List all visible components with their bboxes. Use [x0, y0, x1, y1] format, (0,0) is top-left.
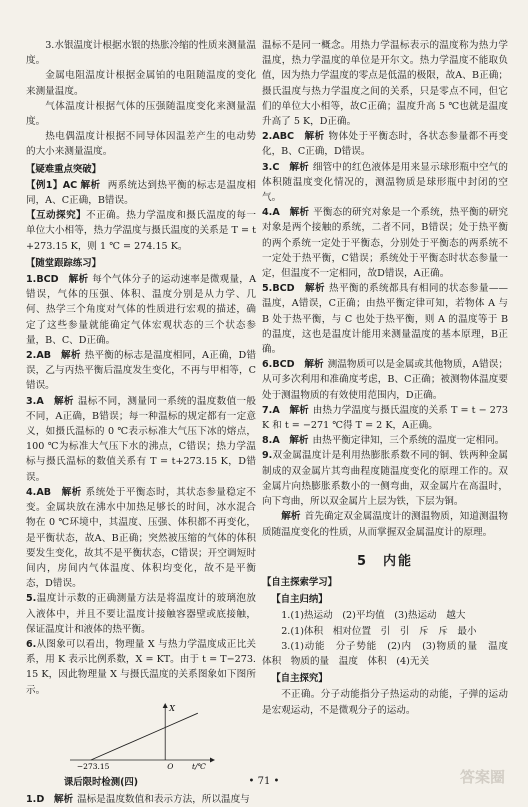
analysis-keyword: 解析: [289, 404, 309, 416]
paragraph-thermometer-gas: 气体温度计根据气体的压强随温度变化来测量温度。: [26, 100, 256, 128]
item-number: 6.: [26, 638, 37, 650]
answer-item: [262, 129, 508, 159]
answer-item: [26, 272, 256, 348]
analysis-keyword: 解析: [54, 395, 74, 407]
item-text: 平衡态的研究对象是一个系统，热平衡的研究对象是两个接触的系统，二者不同，B错误；处于热平衡的两个系统一定处于平衡态，分别处于平衡态的两系统不一定处于热平衡，C错误；系统处于平衡态时状态参量一定，但温度不一定相同，故D错误，A正确。: [262, 207, 508, 280]
item-number: 8.A: [262, 435, 280, 447]
fill-answer: 2.(1)体积 相对位置 引 引 斥 斥 最小: [281, 625, 477, 637]
item-text: 温标是温度数值和表示方法，所以温度与: [77, 794, 250, 806]
tanjiu-answer: 不正确。分子动能指分子热运动的动能，子弹的运动是宏观运动，不是微观分子的运动。: [262, 689, 508, 716]
section-heading-guina: 【自主归纳】: [271, 594, 328, 606]
answer-item: [262, 281, 508, 357]
hudong-answer: [26, 208, 256, 254]
x-axis-label: t/℃: [192, 761, 206, 770]
left-column: [26, 38, 256, 807]
tick-label-neg273: −273.15: [76, 761, 110, 770]
item-number: 9.: [262, 450, 273, 462]
section-heading-kehou: 课后限时检测(四): [63, 776, 139, 788]
analysis-keyword: 解析: [53, 794, 74, 806]
item-number: 1.BCD: [26, 274, 59, 286]
item-text: 系统处于平衡态时，其状态参量稳定不变。金属块放在沸水中加热足够长的时间，冰水混合物在 0 ℃环境中，其温度、压强、体积都不再变化，是平衡状态，故A、B正确；突然被压缩的气体的体积要发生变化，故其不是平衡状态，C错误；开空调短时间内，房间内气体温度、体积均变化，故不是平衡态，D错误。: [26, 486, 256, 590]
watermark-logo-text: 答案圈: [460, 768, 506, 786]
answer-list-suitang: [26, 272, 256, 698]
item-number: 2.AB: [26, 350, 52, 362]
section-heading-tanjiu: 【自主探究】: [271, 673, 328, 685]
section-heading-suitang: 【随堂跟踪练习】: [26, 257, 102, 269]
fill-answer: 3.(1)动能 分子势能 (2)内 (3)物质的量 温度 体积 物质的量 温度 体积 (4)无关: [262, 640, 518, 667]
item-number: 3.C: [262, 161, 280, 173]
answer-item: [26, 591, 256, 637]
item-text: 由热平衡定律知，三个系统的温度一定相同。: [312, 435, 505, 447]
item-text: 物体处于平衡态时，各状态参量都不再变化，B、C正确，D错误。: [262, 131, 509, 158]
item-text: 由热力学温度与摄氏温度的关系 T = t − 273 K 和 t = −271 ℃得 T = 2 K，A正确。: [262, 404, 509, 432]
answer-item: [262, 160, 508, 206]
analysis-keyword: 解析: [61, 486, 82, 498]
chart-svg: [66, 702, 216, 770]
analysis-keyword: 解析: [304, 359, 324, 371]
item-number: 6.BCD: [262, 359, 295, 371]
item-text: 测温物质可以是金属或其他物质，A错误；从可多次利用和准确度考虑，B、C正确；被测物体温度要处于测温物质的有效使用范围内，D正确。: [262, 359, 509, 401]
answer-item: [262, 205, 508, 281]
answer-item: [262, 403, 508, 433]
item-number: 4.AB: [26, 486, 52, 498]
section-title-neineng: 5 内能: [356, 553, 414, 569]
answer-item: [26, 485, 256, 591]
section-heading-zizhu: 【自主探索学习】: [262, 576, 338, 588]
analysis-keyword: 解析: [289, 161, 309, 173]
example-1-label: 【例1】AC: [26, 179, 78, 191]
paragraph-thermometer-mercury: 3.水银温度计根据水银的热胀冷缩的性质来测量温度。: [26, 40, 256, 67]
paragraph-thermometer-resistance: 金属电阻温度计根据金属铂的电阻随温度的变化来测量温度。: [26, 70, 256, 97]
analysis-keyword: 解析: [281, 511, 301, 523]
analysis-keyword: 解析: [289, 207, 310, 219]
answer-item: [26, 394, 256, 485]
analysis-keyword: 解析: [289, 435, 309, 447]
item-text: 热平衡的标志是温度相同，A正确，D错误，乙与丙热平衡后温度发生变化，不再与甲相等，C错误。: [26, 350, 257, 392]
page-number: • 71 •: [248, 776, 280, 787]
answer-item: [26, 637, 256, 698]
y-axis-label: X: [169, 703, 175, 713]
example-1-text: 两系统达到热平衡的标志是温度相同，A、C正确，B错误。: [26, 179, 256, 207]
item-number: 3.A: [26, 395, 44, 407]
item-text: 每个气体分子的运动速率是微观量，A错误，气体的压强、体积、温度分别是从力学、几何、热学三个角度对气体的性质进行宏观的描述，确定了这些参量就能确定气体宏观状态的三个状态参量，B、C、D正确。: [26, 274, 257, 346]
answer-item: [262, 448, 508, 509]
origin-label: O: [167, 761, 174, 770]
right-column: [262, 38, 518, 718]
x-vs-t-chart: [66, 702, 216, 775]
answer-item: [262, 509, 508, 539]
item-number: 7.A: [262, 404, 280, 416]
y-axis-arrow: [163, 703, 168, 708]
analysis-keyword: 解析: [68, 274, 89, 286]
item-number: 5.: [26, 593, 37, 605]
answer-item: [262, 433, 508, 448]
answer-item: [262, 357, 508, 403]
watermark-logo: [458, 756, 522, 796]
item-number: 2.ABC: [262, 131, 295, 143]
data-line: [91, 713, 198, 760]
analysis-keyword: 解析: [80, 179, 101, 191]
analysis-keyword: 解析: [61, 350, 81, 362]
item-text: 从图象可以看出，物理量 X 与热力学温度成正比关系，用 K 表示比例系数，X = KT。由于 t = T−273.15 K，因此物理量 X 与摄氏温度的关系图象如下图所示。: [26, 638, 256, 696]
analysis-keyword: 解析: [304, 131, 325, 143]
item-text: 温度计示数的正确测量方法是将温度计的玻璃泡放入液体中，并且不要让温度计接触容器壁或底接触，保证温度计和液体的热平衡。: [26, 593, 256, 635]
x-axis-arrow: [210, 757, 215, 762]
answer-item: [26, 348, 256, 394]
hudong-label: 【互动探究】: [26, 210, 87, 222]
paragraph-thermometer-thermocouple: 热电偶温度计根据不同导体因温差产生的电动势的大小来测量温度。: [26, 131, 256, 158]
item-number: 5.BCD: [262, 283, 295, 295]
item-number: 4.A: [262, 207, 280, 219]
example-1-answer: [26, 178, 256, 208]
item-text: 细管中的红色液体是用来显示球形瓶中空气的体积随温度变化情况的，测温物质是球形瓶中封闭的空气。: [262, 161, 509, 204]
item-text: 首先确定双金属温度计的测温物质，知道测温物质随温度变化的性质，从而掌握双金属温度计的原理。: [262, 511, 509, 538]
analysis-keyword: 解析: [305, 283, 326, 295]
item-number: 1.D: [26, 794, 45, 806]
continued-paragraph: 温标不是同一概念。用热力学温标表示的温度称为热力学温度，热力学温度的单位是开尔文。热力学温度不能取负值，因为热力学温度的零点是低温的极限，故A、B正确；摄氏温度与热力学温度之间的关系，只是零点不同，但它们的单位大小相等，故C正确；温度升高 5 ℃也就是温度升高了 5 K，D正确。: [262, 40, 508, 128]
item-text: 热平衡的系统都具有相同的状态参量——温度，A错误，C正确；由热平衡定律可知，若物体 A 与 B 处于热平衡，与 C 也处于热平衡，则 A 的温度等于 B 的温度，这也是温度计能用来测量温度的基本原理，B正确。: [262, 283, 509, 356]
item-text: 温标不同，测量同一系统的温度数值一般不同，A正确，B错误；每一种温标的规定都有一定意义，如摄氏温标的 0 ℃表示标准大气压下冰的熔点，100 ℃为标准大气压下水的沸点，C错误；热力学温标与摄氏温标的数值关系有 T = t+273.15 K，D错误。: [26, 395, 257, 483]
section-heading-yinan: 【疑难重点突破】: [26, 163, 102, 175]
fill-answer: 1.(1)热运动 (2)平均值 (3)热运动 越大: [281, 610, 466, 622]
hudong-text: 不正确。热力学温度和摄氏温度的每一单位大小相等，热力学温度与摄氏温度的关系是 T = t+273.15 K，则 1 ℃ = 274.15 K。: [26, 210, 257, 252]
item-text: 双金属温度计是利用热膨胀系数不同的铜、铁两种金属制成的双金属片其弯曲程度随温度变化的原理工作的。双金属片向热膨胀系数小的一侧弯曲，双金属片在高温时，向下弯曲，所以双金属片上层为铁，下层为铜。: [262, 450, 508, 508]
